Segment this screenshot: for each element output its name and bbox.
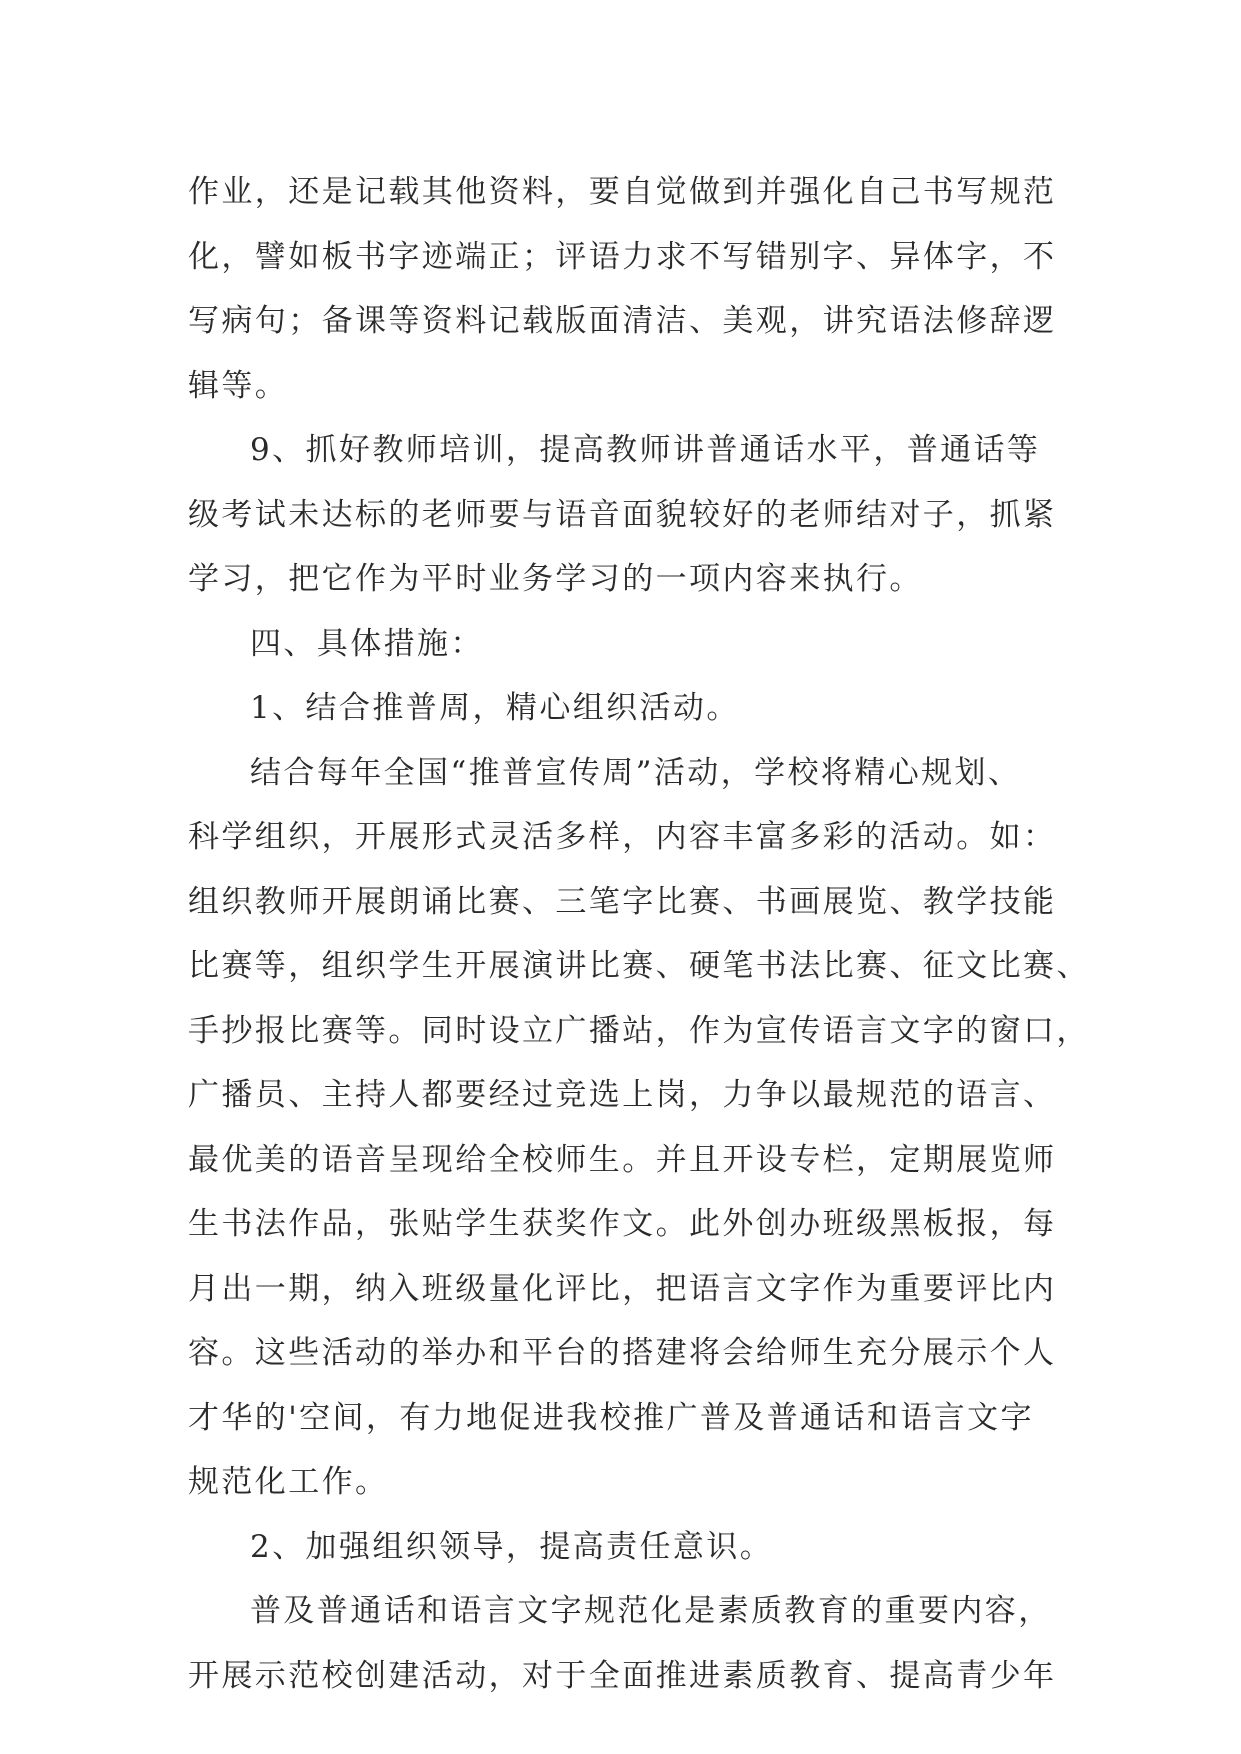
text-line: 9、抓好教师培训，提高教师讲普通话水平，普通话等 (250, 432, 1041, 468)
text-line: 广播员、主持人都要经过竞选上岗，力争以最规范的语言、 (188, 1077, 1057, 1113)
text-line: 最优美的语音呈现给全校师生。并且开设专栏，定期展览师 (188, 1141, 1057, 1178)
text-line: 才华的'空间，有力地促进我校推广普及普通话和语言文字 (188, 1399, 1034, 1436)
text-line: 生书法作品，张贴学生获奖作文。此外创办班级黑板报，每 (188, 1206, 1057, 1242)
text-line: 比赛等，组织学生开展演讲比赛、硬笔书法比赛、征文比赛、 (188, 948, 1090, 984)
text-line: 手抄报比赛等。同时设立广播站，作为宣传语言文字的窗口， (188, 1012, 1090, 1049)
text-line: 1、结合推普周，精心组织活动。 (250, 690, 740, 726)
text-line: 学习，把它作为平时业务学习的一项内容来执行。 (188, 561, 923, 597)
text-line: 化，譬如板书字迹端正；评语力求不写错别字、异体字，不 (188, 238, 1057, 275)
text-line: 开展示范校创建活动，对于全面推进素质教育、提高青少年 (188, 1657, 1057, 1694)
text-line: 结合每年全国“推普宣传周”活动，学校将精心规划、 (250, 754, 1022, 791)
text-line: 作业，还是记载其他资料，要自觉做到并强化自己书写规范 (188, 174, 1057, 210)
text-line: 2、加强组织领导，提高责任意识。 (250, 1528, 774, 1565)
text-line: 级考试未达标的老师要与语音面貌较好的老师结对子，抓紧 (188, 496, 1057, 533)
text-line: 规范化工作。 (188, 1464, 389, 1500)
text-line: 容。这些活动的举办和平台的搭建将会给师生充分展示个人 (188, 1335, 1057, 1371)
text-line: 写病句；备课等资料记载版面清洁、美观，讲究语法修辞逻 (188, 303, 1057, 339)
text-line: 普及普通话和语言文字规范化是素质教育的重要内容， (250, 1593, 1052, 1629)
text-line: 辑等。 (188, 367, 289, 404)
document-body (188, 160, 1090, 1708)
text-line: 科学组织，开展形式灵活多样，内容丰富多彩的活动。如： (188, 819, 1057, 855)
text-line: 四、具体措施： (250, 625, 484, 662)
text-line: 月出一期，纳入班级量化评比，把语言文字作为重要评比内 (188, 1270, 1057, 1307)
text-line: 组织教师开展朗诵比赛、三笔字比赛、书画展览、教学技能 (188, 883, 1057, 920)
